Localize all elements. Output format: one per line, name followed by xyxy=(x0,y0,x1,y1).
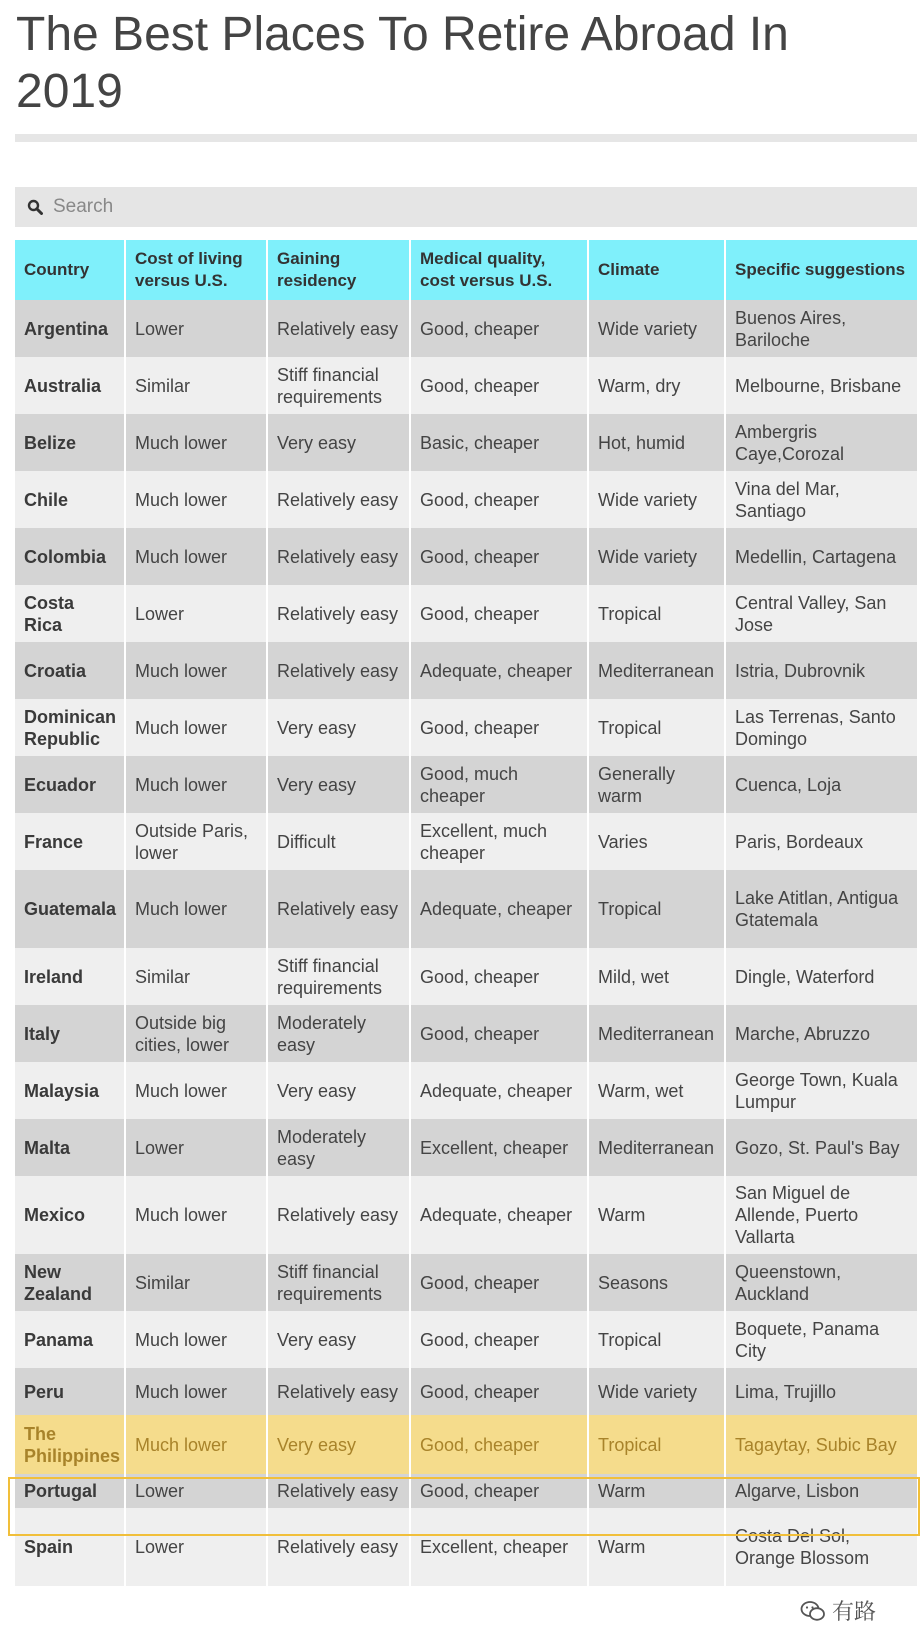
table-row xyxy=(15,414,917,471)
cell-climate: Wide variety xyxy=(588,1368,725,1415)
cell-cost-of-living: Lower xyxy=(125,585,267,642)
cell-specific-suggestions: Las Terrenas, Santo Domingo xyxy=(725,699,917,756)
cell-gaining-residency: Very easy xyxy=(267,699,410,756)
table-row xyxy=(15,1176,917,1254)
table-row xyxy=(15,870,917,948)
cell-climate: Mild, wet xyxy=(588,948,725,1005)
cell-cost-of-living: Lower xyxy=(125,1119,267,1176)
table-row xyxy=(15,756,917,813)
cell-gaining-residency: Stiff financial requirements xyxy=(267,948,410,1005)
table-row xyxy=(15,1474,917,1508)
retirement-table-container xyxy=(15,240,917,1586)
cell-gaining-residency: Moderately easy xyxy=(267,1119,410,1176)
cell-medical-quality: Good, cheaper xyxy=(410,528,588,585)
cell-climate: Generally warm xyxy=(588,756,725,813)
cell-medical-quality: Good, cheaper xyxy=(410,471,588,528)
table-row xyxy=(15,1368,917,1415)
cell-country: Italy xyxy=(15,1005,125,1062)
cell-cost-of-living: Much lower xyxy=(125,699,267,756)
cell-medical-quality: Good, cheaper xyxy=(410,1415,588,1474)
column-header-specific-suggestions[interactable]: Specific suggestions xyxy=(725,240,917,300)
table-header-row xyxy=(15,240,917,300)
search-input[interactable] xyxy=(53,196,893,218)
table-row xyxy=(15,1508,917,1586)
cell-specific-suggestions: Gozo, St. Paul's Bay xyxy=(725,1119,917,1176)
column-header-medical-quality[interactable]: Medical quality, cost versus U.S. xyxy=(410,240,588,300)
cell-country: Peru xyxy=(15,1368,125,1415)
watermark xyxy=(800,1595,876,1626)
cell-gaining-residency: Very easy xyxy=(267,1062,410,1119)
cell-cost-of-living: Much lower xyxy=(125,1062,267,1119)
cell-medical-quality: Good, cheaper xyxy=(410,699,588,756)
cell-climate: Wide variety xyxy=(588,471,725,528)
cell-country: Ecuador xyxy=(15,756,125,813)
cell-specific-suggestions: Vina del Mar, Santiago xyxy=(725,471,917,528)
cell-cost-of-living: Similar xyxy=(125,948,267,1005)
cell-cost-of-living: Much lower xyxy=(125,528,267,585)
cell-country: Costa Rica xyxy=(15,585,125,642)
cell-gaining-residency: Relatively easy xyxy=(267,642,410,699)
table-row xyxy=(15,357,917,414)
cell-country: Malta xyxy=(15,1119,125,1176)
cell-gaining-residency: Relatively easy xyxy=(267,1508,410,1586)
cell-climate: Warm xyxy=(588,1176,725,1254)
cell-specific-suggestions: Central Valley, San Jose xyxy=(725,585,917,642)
cell-climate: Varies xyxy=(588,813,725,870)
cell-specific-suggestions: Melbourne, Brisbane xyxy=(725,357,917,414)
cell-specific-suggestions: San Miguel de Allende, Puerto Vallarta xyxy=(725,1176,917,1254)
cell-cost-of-living: Much lower xyxy=(125,1176,267,1254)
title-divider xyxy=(15,134,917,142)
cell-specific-suggestions: Dingle, Waterford xyxy=(725,948,917,1005)
cell-gaining-residency: Relatively easy xyxy=(267,471,410,528)
retirement-table xyxy=(15,240,917,1586)
cell-specific-suggestions: Paris, Bordeaux xyxy=(725,813,917,870)
cell-gaining-residency: Relatively easy xyxy=(267,1368,410,1415)
table-row xyxy=(15,471,917,528)
cell-country: Chile xyxy=(15,471,125,528)
table-row xyxy=(15,1062,917,1119)
cell-climate: Mediterranean xyxy=(588,642,725,699)
cell-gaining-residency: Relatively easy xyxy=(267,870,410,948)
cell-cost-of-living: Lower xyxy=(125,300,267,357)
cell-country: Guatemala xyxy=(15,870,125,948)
cell-country: Belize xyxy=(15,414,125,471)
cell-gaining-residency: Relatively easy xyxy=(267,528,410,585)
cell-climate: Warm xyxy=(588,1508,725,1586)
cell-medical-quality: Good, cheaper xyxy=(410,1005,588,1062)
cell-country: Mexico xyxy=(15,1176,125,1254)
cell-specific-suggestions: Queenstown, Auckland xyxy=(725,1254,917,1311)
cell-climate: Tropical xyxy=(588,585,725,642)
page-title: The Best Places To Retire Abroad In 2019 xyxy=(16,8,789,118)
wechat-icon xyxy=(800,1600,826,1622)
cell-cost-of-living: Much lower xyxy=(125,756,267,813)
cell-gaining-residency: Moderately easy xyxy=(267,1005,410,1062)
cell-cost-of-living: Much lower xyxy=(125,471,267,528)
cell-gaining-residency: Stiff financial requirements xyxy=(267,357,410,414)
table-row xyxy=(15,1254,917,1311)
cell-country: Malaysia xyxy=(15,1062,125,1119)
table-row xyxy=(15,948,917,1005)
table-row xyxy=(15,1311,917,1368)
cell-medical-quality: Good, cheaper xyxy=(410,585,588,642)
cell-medical-quality: Adequate, cheaper xyxy=(410,870,588,948)
cell-cost-of-living: Much lower xyxy=(125,1368,267,1415)
cell-cost-of-living: Much lower xyxy=(125,642,267,699)
cell-gaining-residency: Relatively easy xyxy=(267,585,410,642)
cell-country: Argentina xyxy=(15,300,125,357)
table-body xyxy=(15,300,917,1586)
cell-country: The Philippines xyxy=(15,1415,125,1474)
cell-gaining-residency: Very easy xyxy=(267,1311,410,1368)
cell-gaining-residency: Very easy xyxy=(267,1415,410,1474)
cell-specific-suggestions: Marche, Abruzzo xyxy=(725,1005,917,1062)
cell-specific-suggestions: Lima, Trujillo xyxy=(725,1368,917,1415)
cell-climate: Warm xyxy=(588,1474,725,1508)
cell-specific-suggestions: Algarve, Lisbon xyxy=(725,1474,917,1508)
cell-climate: Wide variety xyxy=(588,528,725,585)
cell-country: Panama xyxy=(15,1311,125,1368)
cell-medical-quality: Good, much cheaper xyxy=(410,756,588,813)
table-row xyxy=(15,1415,917,1474)
cell-climate: Mediterranean xyxy=(588,1005,725,1062)
cell-medical-quality: Good, cheaper xyxy=(410,1474,588,1508)
cell-cost-of-living: Outside big cities, lower xyxy=(125,1005,267,1062)
cell-climate: Tropical xyxy=(588,870,725,948)
cell-medical-quality: Adequate, cheaper xyxy=(410,1176,588,1254)
cell-country: Australia xyxy=(15,357,125,414)
column-header-climate[interactable]: Climate xyxy=(588,240,725,300)
cell-medical-quality: Good, cheaper xyxy=(410,1254,588,1311)
cell-medical-quality: Adequate, cheaper xyxy=(410,1062,588,1119)
watermark-text: 有路 xyxy=(832,1599,877,1624)
cell-country: Dominican Republic xyxy=(15,699,125,756)
cell-climate: Mediterranean xyxy=(588,1119,725,1176)
column-header-country[interactable]: Country xyxy=(15,240,125,300)
cell-medical-quality: Good, cheaper xyxy=(410,1368,588,1415)
cell-specific-suggestions: George Town, Kuala Lumpur xyxy=(725,1062,917,1119)
table-row xyxy=(15,813,917,870)
table-row xyxy=(15,300,917,357)
cell-country: New Zealand xyxy=(15,1254,125,1311)
search-icon xyxy=(27,199,43,215)
cell-medical-quality: Excellent, cheaper xyxy=(410,1119,588,1176)
cell-cost-of-living: Lower xyxy=(125,1508,267,1586)
cell-cost-of-living: Much lower xyxy=(125,1415,267,1474)
table-row xyxy=(15,1119,917,1176)
cell-country: Ireland xyxy=(15,948,125,1005)
table-row xyxy=(15,642,917,699)
cell-country: Portugal xyxy=(15,1474,125,1508)
cell-cost-of-living: Much lower xyxy=(125,414,267,471)
cell-specific-suggestions: Medellin, Cartagena xyxy=(725,528,917,585)
cell-medical-quality: Good, cheaper xyxy=(410,1311,588,1368)
table-row xyxy=(15,585,917,642)
cell-medical-quality: Excellent, cheaper xyxy=(410,1508,588,1586)
cell-specific-suggestions: Tagaytay, Subic Bay xyxy=(725,1415,917,1474)
cell-medical-quality: Good, cheaper xyxy=(410,948,588,1005)
cell-gaining-residency: Relatively easy xyxy=(267,1176,410,1254)
cell-cost-of-living: Lower xyxy=(125,1474,267,1508)
cell-gaining-residency: Difficult xyxy=(267,813,410,870)
cell-medical-quality: Good, cheaper xyxy=(410,300,588,357)
cell-climate: Warm, dry xyxy=(588,357,725,414)
cell-cost-of-living: Outside Paris, lower xyxy=(125,813,267,870)
cell-specific-suggestions: Istria, Dubrovnik xyxy=(725,642,917,699)
cell-climate: Hot, humid xyxy=(588,414,725,471)
cell-country: Spain xyxy=(15,1508,125,1586)
cell-climate: Tropical xyxy=(588,699,725,756)
cell-specific-suggestions: Lake Atitlan, Antigua Gtatemala xyxy=(725,870,917,948)
cell-gaining-residency: Very easy xyxy=(267,756,410,813)
cell-medical-quality: Good, cheaper xyxy=(410,357,588,414)
cell-gaining-residency: Stiff financial requirements xyxy=(267,1254,410,1311)
cell-specific-suggestions: Boquete, Panama City xyxy=(725,1311,917,1368)
cell-medical-quality: Excellent, much cheaper xyxy=(410,813,588,870)
cell-specific-suggestions: Buenos Aires, Bariloche xyxy=(725,300,917,357)
cell-specific-suggestions: Costa Del Sol, Orange Blossom xyxy=(725,1508,917,1586)
cell-climate: Warm, wet xyxy=(588,1062,725,1119)
cell-country: France xyxy=(15,813,125,870)
cell-cost-of-living: Much lower xyxy=(125,870,267,948)
cell-climate: Tropical xyxy=(588,1415,725,1474)
cell-gaining-residency: Relatively easy xyxy=(267,300,410,357)
cell-climate: Tropical xyxy=(588,1311,725,1368)
table-row xyxy=(15,528,917,585)
search-bar[interactable] xyxy=(15,187,917,227)
cell-medical-quality: Basic, cheaper xyxy=(410,414,588,471)
cell-cost-of-living: Similar xyxy=(125,1254,267,1311)
table-row xyxy=(15,699,917,756)
cell-specific-suggestions: Ambergris Caye,Corozal xyxy=(725,414,917,471)
cell-gaining-residency: Very easy xyxy=(267,414,410,471)
cell-country: Colombia xyxy=(15,528,125,585)
column-header-cost-of-living[interactable]: Cost of living versus U.S. xyxy=(125,240,267,300)
table-row xyxy=(15,1005,917,1062)
cell-country: Croatia xyxy=(15,642,125,699)
cell-specific-suggestions: Cuenca, Loja xyxy=(725,756,917,813)
cell-cost-of-living: Much lower xyxy=(125,1311,267,1368)
cell-climate: Seasons xyxy=(588,1254,725,1311)
cell-climate: Wide variety xyxy=(588,300,725,357)
column-header-gaining-residency[interactable]: Gaining residency xyxy=(267,240,410,300)
cell-gaining-residency: Relatively easy xyxy=(267,1474,410,1508)
cell-medical-quality: Adequate, cheaper xyxy=(410,642,588,699)
cell-cost-of-living: Similar xyxy=(125,357,267,414)
